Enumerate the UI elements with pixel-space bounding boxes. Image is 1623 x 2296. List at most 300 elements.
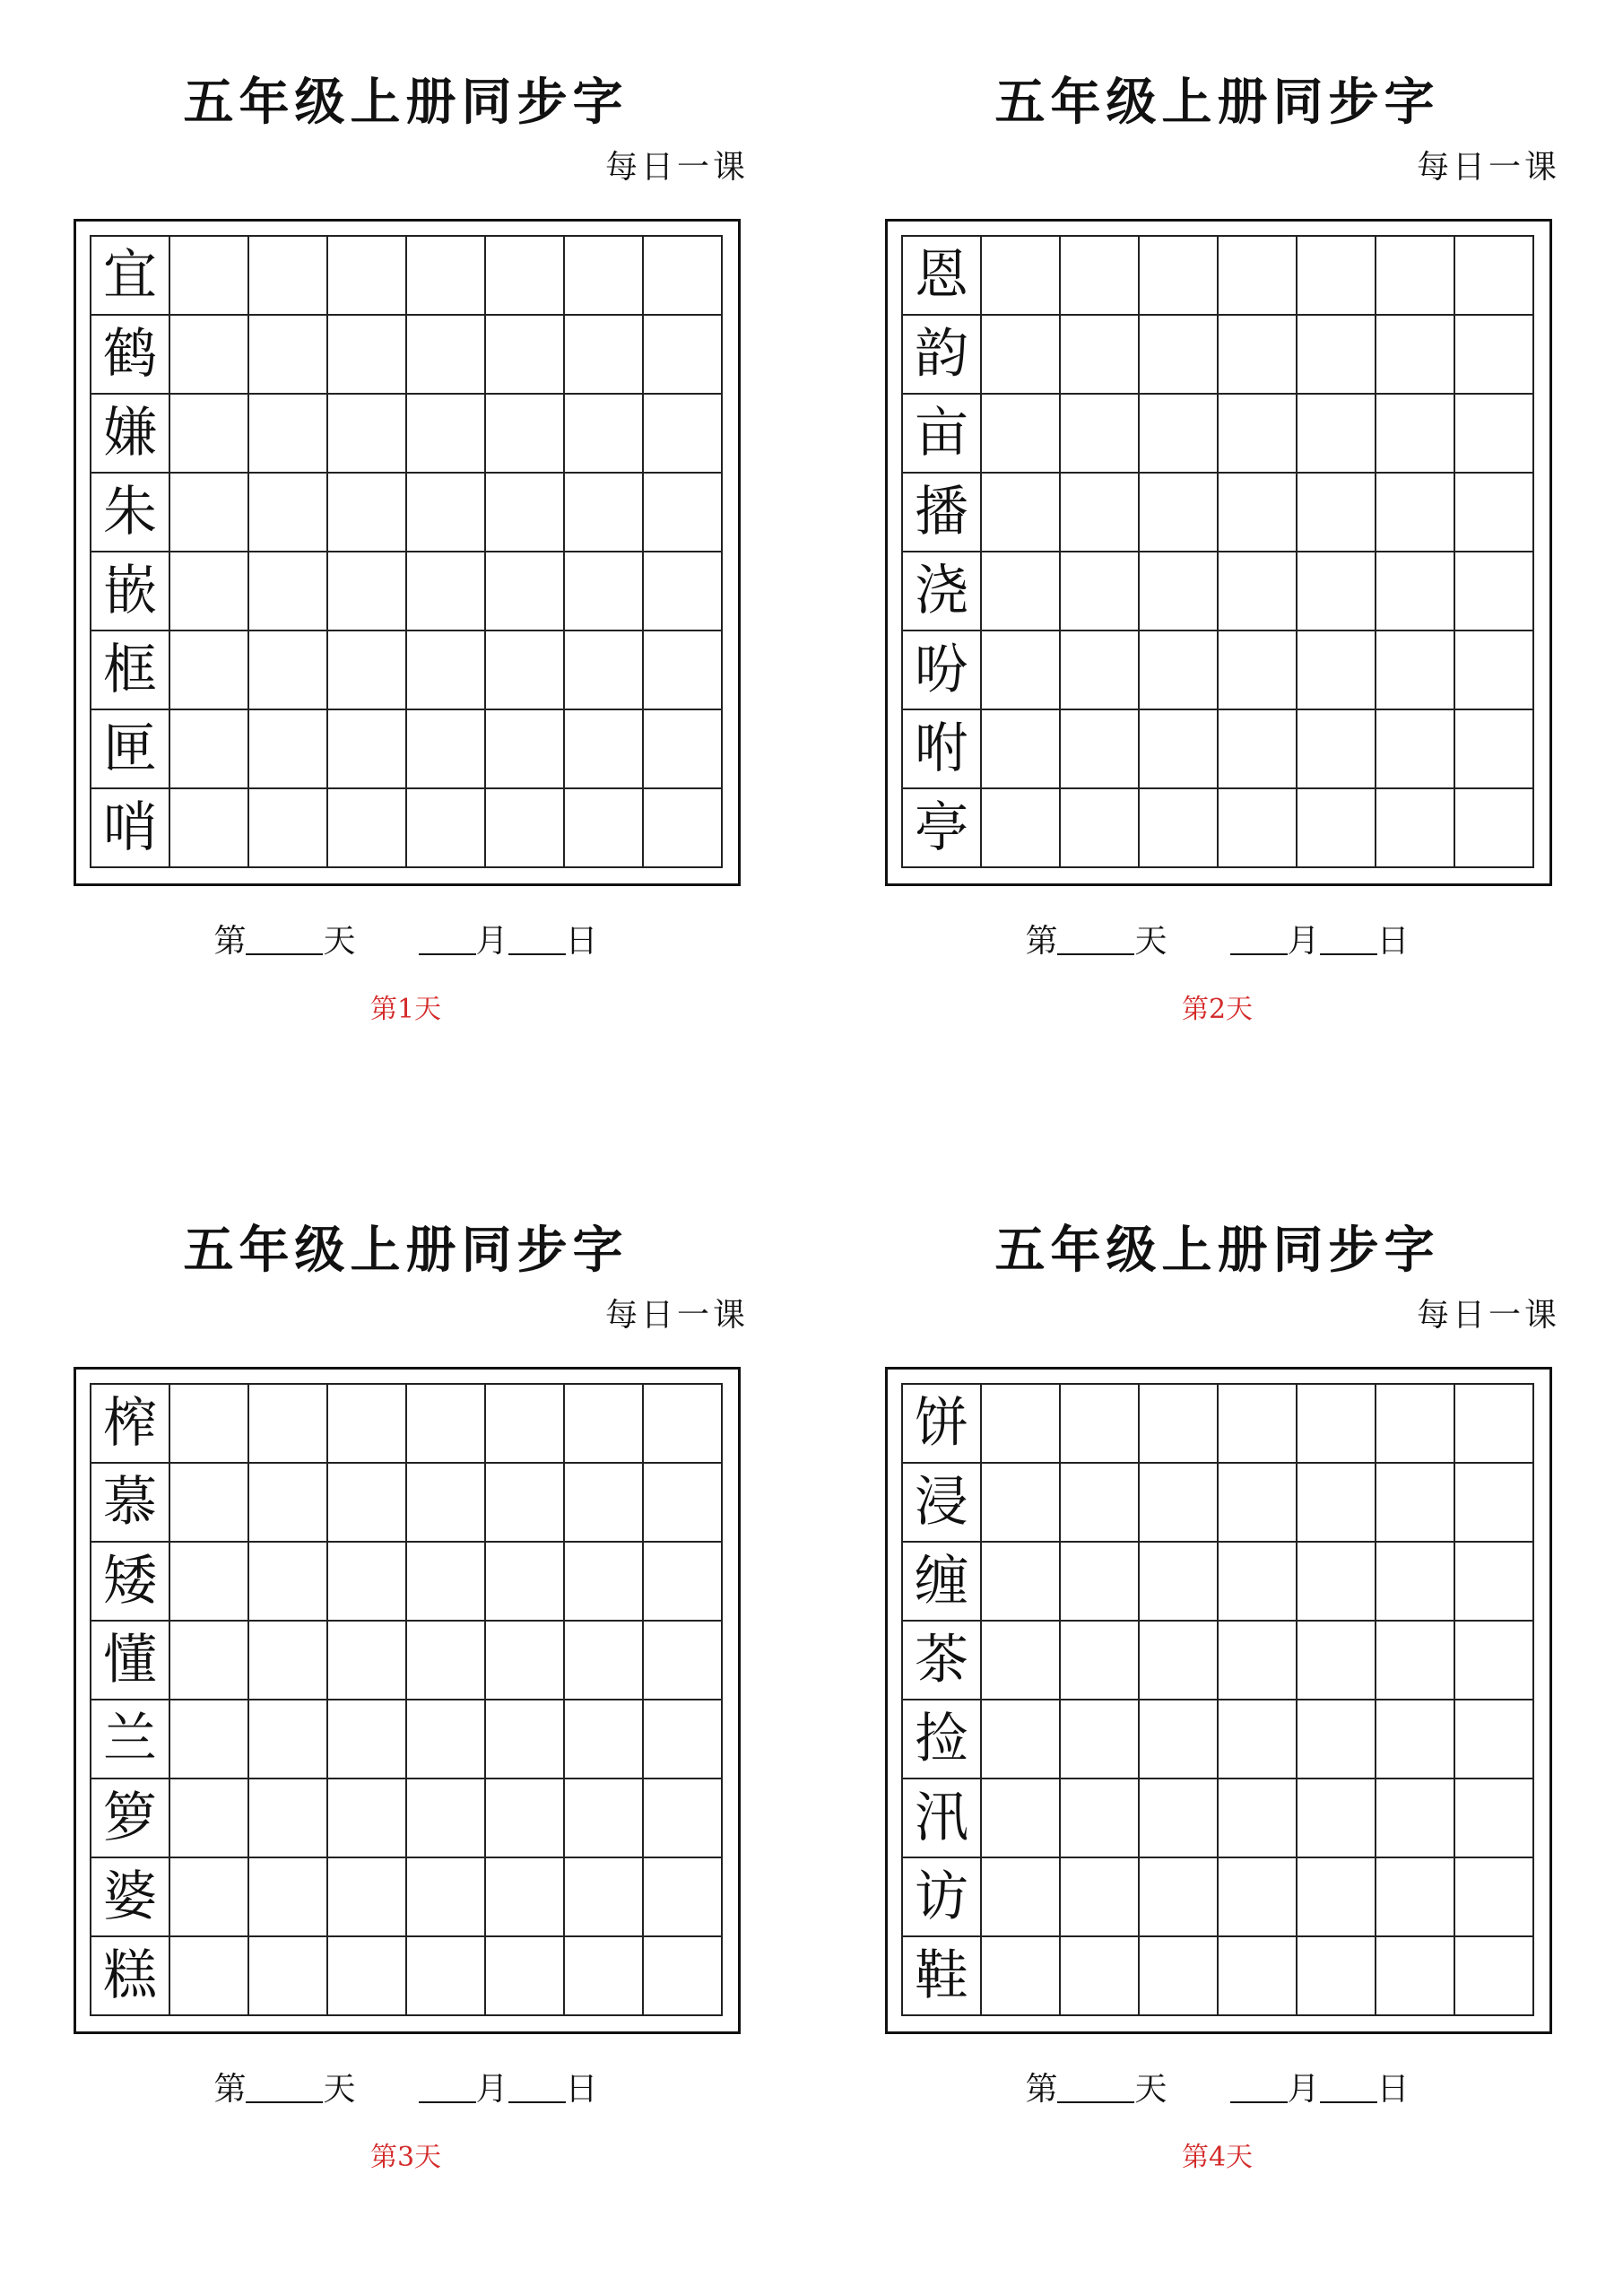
practice-cell[interactable] (1298, 237, 1376, 316)
practice-cell[interactable] (1140, 1937, 1219, 2016)
practice-cell[interactable] (1376, 1700, 1455, 1779)
date-blank[interactable] (1320, 2101, 1377, 2103)
practice-cell[interactable] (1376, 552, 1455, 631)
practice-cell[interactable] (1455, 1858, 1534, 1937)
practice-cell[interactable] (1140, 789, 1219, 868)
practice-cell[interactable] (328, 1779, 407, 1858)
practice-cell[interactable] (407, 1937, 486, 2016)
practice-cell[interactable] (1219, 631, 1298, 710)
model-character: 汛 (903, 1779, 982, 1858)
practice-cell[interactable] (1061, 1937, 1140, 2016)
practice-cell[interactable] (249, 552, 328, 631)
practice-cell[interactable] (644, 1858, 723, 1937)
practice-cell[interactable] (170, 710, 249, 789)
practice-cell[interactable] (328, 1464, 407, 1543)
practice-cell[interactable] (982, 1543, 1061, 1622)
sheet-title: 五年级上册同步字 (183, 73, 629, 132)
practice-cell[interactable] (1376, 237, 1455, 316)
model-character: 鞋 (903, 1937, 982, 2016)
model-character: 播 (903, 474, 982, 552)
practice-cell[interactable] (249, 1464, 328, 1543)
practice-cell[interactable] (1376, 631, 1455, 710)
model-character: 嵌 (91, 552, 170, 631)
model-character: 茶 (903, 1622, 982, 1700)
practice-cell[interactable] (1298, 631, 1376, 710)
practice-cell[interactable] (565, 1385, 644, 1464)
sheet-subtitle: 每日一课 (604, 149, 749, 186)
practice-cell[interactable] (1298, 395, 1376, 474)
practice-cell[interactable] (982, 1779, 1061, 1858)
date-blank[interactable] (508, 953, 566, 955)
date-line (812, 2063, 1623, 2117)
practice-cell[interactable] (1298, 710, 1376, 789)
practice-cell[interactable] (565, 237, 644, 316)
practice-cell[interactable] (249, 395, 328, 474)
date-di-label: 第 (213, 2071, 247, 2108)
practice-cell[interactable] (249, 1937, 328, 2016)
model-character: 咐 (903, 710, 982, 789)
date-tian-label: 天 (1134, 2071, 1167, 2108)
practice-cell[interactable] (1376, 1464, 1455, 1543)
practice-cell[interactable] (486, 631, 565, 710)
practice-sheet (812, 0, 1623, 1148)
practice-cell[interactable] (1376, 1543, 1455, 1622)
practice-cell[interactable] (1061, 316, 1140, 395)
practice-cell[interactable] (982, 1858, 1061, 1937)
month-blank[interactable] (419, 2101, 476, 2103)
practice-cell[interactable] (1061, 710, 1140, 789)
practice-cell[interactable] (1219, 789, 1298, 868)
practice-cell[interactable] (486, 1543, 565, 1622)
practice-cell[interactable] (644, 1700, 723, 1779)
practice-cell[interactable] (1219, 316, 1298, 395)
model-character: 韵 (903, 316, 982, 395)
practice-cell[interactable] (982, 395, 1061, 474)
practice-cell[interactable] (407, 710, 486, 789)
practice-cell[interactable] (565, 1779, 644, 1858)
date-yue-label: 月 (1287, 2071, 1320, 2108)
practice-cell[interactable] (249, 1622, 328, 1700)
practice-cell[interactable] (644, 474, 723, 552)
practice-cell[interactable] (407, 1858, 486, 1937)
practice-cell[interactable] (1061, 1700, 1140, 1779)
practice-cell[interactable] (1298, 316, 1376, 395)
practice-cell[interactable] (1140, 1543, 1219, 1622)
practice-grid (901, 1383, 1534, 2016)
practice-cell[interactable] (170, 316, 249, 395)
model-character: 匣 (91, 710, 170, 789)
practice-cell[interactable] (1298, 552, 1376, 631)
practice-cell[interactable] (1376, 474, 1455, 552)
practice-cell[interactable] (982, 631, 1061, 710)
practice-cell[interactable] (644, 1385, 723, 1464)
practice-cell[interactable] (1140, 1700, 1219, 1779)
practice-cell[interactable] (1219, 1464, 1298, 1543)
date-tian-label: 天 (323, 923, 356, 960)
practice-cell[interactable] (1219, 474, 1298, 552)
practice-grid-frame (74, 1367, 741, 2034)
practice-cell[interactable] (1219, 1543, 1298, 1622)
practice-cell[interactable] (407, 1464, 486, 1543)
practice-cell[interactable] (565, 631, 644, 710)
practice-grid (901, 235, 1534, 868)
practice-cell[interactable] (486, 552, 565, 631)
practice-cell[interactable] (1061, 1385, 1140, 1464)
practice-cell[interactable] (565, 316, 644, 395)
practice-cell[interactable] (1376, 1937, 1455, 2016)
practice-cell[interactable] (644, 789, 723, 868)
practice-cell[interactable] (1219, 1700, 1298, 1779)
practice-cell[interactable] (1061, 237, 1140, 316)
practice-cell[interactable] (1298, 1543, 1376, 1622)
practice-cell[interactable] (1376, 789, 1455, 868)
date-ri-label: 日 (1376, 923, 1410, 960)
practice-cell[interactable] (982, 710, 1061, 789)
practice-cell[interactable] (644, 316, 723, 395)
practice-cell[interactable] (982, 474, 1061, 552)
practice-cell[interactable] (1455, 237, 1534, 316)
model-character: 哨 (91, 789, 170, 868)
practice-cell[interactable] (486, 316, 565, 395)
practice-cell[interactable] (249, 710, 328, 789)
practice-cell[interactable] (1219, 552, 1298, 631)
practice-cell[interactable] (170, 789, 249, 868)
practice-cell[interactable] (1140, 1385, 1219, 1464)
date-ri-label: 日 (565, 923, 598, 960)
practice-cell[interactable] (328, 789, 407, 868)
practice-cell[interactable] (1376, 710, 1455, 789)
practice-cell[interactable] (1298, 1858, 1376, 1937)
practice-cell[interactable] (982, 316, 1061, 395)
practice-cell[interactable] (982, 789, 1061, 868)
practice-cell[interactable] (1455, 1779, 1534, 1858)
practice-cell[interactable] (170, 1385, 249, 1464)
sheet-title: 五年级上册同步字 (183, 1221, 629, 1280)
practice-cell[interactable] (1140, 474, 1219, 552)
practice-cell[interactable] (1298, 1385, 1376, 1464)
practice-cell[interactable] (328, 1543, 407, 1622)
sheet-title: 五年级上册同步字 (994, 1221, 1440, 1280)
practice-cell[interactable] (1140, 1779, 1219, 1858)
practice-cell[interactable] (644, 1543, 723, 1622)
practice-cell[interactable] (486, 237, 565, 316)
day-label: 第1天 (369, 994, 442, 1025)
day-number-blank[interactable] (246, 953, 323, 955)
practice-cell[interactable] (328, 631, 407, 710)
day-number-blank[interactable] (1057, 953, 1134, 955)
practice-cell[interactable] (644, 552, 723, 631)
date-blank[interactable] (508, 2101, 566, 2103)
practice-cell[interactable] (1455, 1622, 1534, 1700)
practice-cell[interactable] (644, 1937, 723, 2016)
practice-cell[interactable] (565, 395, 644, 474)
practice-cell[interactable] (486, 1858, 565, 1937)
practice-cell[interactable] (170, 1779, 249, 1858)
practice-cell[interactable] (328, 1937, 407, 2016)
practice-cell[interactable] (170, 631, 249, 710)
practice-cell[interactable] (486, 1385, 565, 1464)
practice-cell[interactable] (407, 1543, 486, 1622)
day-number-blank[interactable] (1057, 2101, 1134, 2103)
practice-cell[interactable] (1455, 789, 1534, 868)
practice-cell[interactable] (1455, 631, 1534, 710)
practice-cell[interactable] (982, 1464, 1061, 1543)
practice-grid-frame (885, 219, 1552, 886)
model-character: 朱 (91, 474, 170, 552)
practice-cell[interactable] (565, 1858, 644, 1937)
date-di-label: 第 (213, 923, 247, 960)
date-yue-label: 月 (475, 923, 508, 960)
practice-cell[interactable] (1298, 789, 1376, 868)
month-blank[interactable] (1230, 953, 1288, 955)
practice-cell[interactable] (249, 1779, 328, 1858)
practice-cell[interactable] (328, 474, 407, 552)
practice-cell[interactable] (170, 1937, 249, 2016)
practice-cell[interactable] (249, 237, 328, 316)
practice-cell[interactable] (170, 237, 249, 316)
practice-cell[interactable] (1061, 1622, 1140, 1700)
date-blank[interactable] (1320, 953, 1377, 955)
practice-cell[interactable] (407, 237, 486, 316)
model-character: 嫌 (91, 395, 170, 474)
practice-cell[interactable] (1298, 474, 1376, 552)
day-number-blank[interactable] (246, 2101, 323, 2103)
practice-grid-frame (74, 219, 741, 886)
practice-cell[interactable] (407, 1700, 486, 1779)
model-character: 懂 (91, 1622, 170, 1700)
practice-cell[interactable] (565, 474, 644, 552)
practice-cell[interactable] (407, 1385, 486, 1464)
practice-cell[interactable] (407, 395, 486, 474)
practice-cell[interactable] (486, 789, 565, 868)
date-tian-label: 天 (1134, 923, 1167, 960)
practice-cell[interactable] (644, 710, 723, 789)
practice-cell[interactable] (1298, 1700, 1376, 1779)
practice-grid (90, 1383, 723, 2016)
practice-cell[interactable] (407, 316, 486, 395)
practice-cell[interactable] (644, 395, 723, 474)
practice-cell[interactable] (1298, 1779, 1376, 1858)
practice-cell[interactable] (249, 1543, 328, 1622)
practice-cell[interactable] (1455, 316, 1534, 395)
practice-cell[interactable] (1140, 552, 1219, 631)
practice-cell[interactable] (982, 237, 1061, 316)
practice-cell[interactable] (1219, 1385, 1298, 1464)
practice-cell[interactable] (1219, 1779, 1298, 1858)
model-character: 鹤 (91, 316, 170, 395)
practice-cell[interactable] (1376, 1385, 1455, 1464)
practice-cell[interactable] (1219, 1622, 1298, 1700)
practice-cell[interactable] (1298, 1937, 1376, 2016)
model-character: 矮 (91, 1543, 170, 1622)
practice-cell[interactable] (249, 1858, 328, 1937)
practice-cell[interactable] (486, 395, 565, 474)
practice-cell[interactable] (1455, 1385, 1534, 1464)
practice-cell[interactable] (1140, 710, 1219, 789)
practice-cell[interactable] (407, 474, 486, 552)
practice-cell[interactable] (328, 316, 407, 395)
practice-grid (90, 235, 723, 868)
practice-cell[interactable] (1376, 1779, 1455, 1858)
model-character: 兰 (91, 1700, 170, 1779)
practice-cell[interactable] (565, 1622, 644, 1700)
practice-cell[interactable] (982, 1700, 1061, 1779)
practice-cell[interactable] (1376, 395, 1455, 474)
practice-sheet (812, 1148, 1623, 2296)
practice-cell[interactable] (644, 237, 723, 316)
practice-cell[interactable] (486, 1937, 565, 2016)
practice-cell[interactable] (328, 1385, 407, 1464)
practice-cell[interactable] (1455, 1464, 1534, 1543)
practice-cell[interactable] (170, 1543, 249, 1622)
practice-cell[interactable] (486, 474, 565, 552)
practice-cell[interactable] (328, 710, 407, 789)
practice-cell[interactable] (1140, 237, 1219, 316)
model-character: 婆 (91, 1858, 170, 1937)
date-yue-label: 月 (1287, 923, 1320, 960)
practice-cell[interactable] (565, 552, 644, 631)
practice-cell[interactable] (1061, 789, 1140, 868)
date-di-label: 第 (1025, 923, 1058, 960)
date-di-label: 第 (1025, 2071, 1058, 2108)
practice-cell[interactable] (1455, 710, 1534, 789)
practice-cell[interactable] (1140, 1622, 1219, 1700)
practice-cell[interactable] (1455, 552, 1534, 631)
practice-cell[interactable] (328, 1700, 407, 1779)
practice-cell[interactable] (249, 316, 328, 395)
practice-cell[interactable] (1061, 1464, 1140, 1543)
practice-cell[interactable] (1061, 552, 1140, 631)
model-character: 访 (903, 1858, 982, 1937)
practice-cell[interactable] (249, 1385, 328, 1464)
practice-cell[interactable] (1140, 631, 1219, 710)
practice-cell[interactable] (170, 1464, 249, 1543)
model-character: 饼 (903, 1385, 982, 1464)
model-character: 恩 (903, 237, 982, 316)
practice-cell[interactable] (1061, 1779, 1140, 1858)
practice-cell[interactable] (328, 1858, 407, 1937)
model-character: 宜 (91, 237, 170, 316)
practice-cell[interactable] (1455, 1700, 1534, 1779)
practice-cell[interactable] (328, 395, 407, 474)
practice-cell[interactable] (249, 789, 328, 868)
practice-cell[interactable] (1061, 474, 1140, 552)
date-line (0, 2063, 812, 2117)
practice-cell[interactable] (407, 1622, 486, 1700)
practice-cell[interactable] (1140, 1464, 1219, 1543)
practice-cell[interactable] (565, 1464, 644, 1543)
model-character: 箩 (91, 1779, 170, 1858)
practice-cell[interactable] (565, 1937, 644, 2016)
practice-cell[interactable] (1219, 1937, 1298, 2016)
practice-cell[interactable] (407, 1779, 486, 1858)
practice-cell[interactable] (486, 1700, 565, 1779)
practice-cell[interactable] (644, 1779, 723, 1858)
practice-cell[interactable] (1219, 237, 1298, 316)
practice-cell[interactable] (1376, 1858, 1455, 1937)
model-character: 亩 (903, 395, 982, 474)
practice-cell[interactable] (170, 552, 249, 631)
date-ri-label: 日 (1376, 2071, 1410, 2108)
date-ri-label: 日 (565, 2071, 598, 2108)
model-character: 浇 (903, 552, 982, 631)
practice-cell[interactable] (407, 631, 486, 710)
practice-cell[interactable] (1140, 316, 1219, 395)
practice-cell[interactable] (644, 1622, 723, 1700)
model-character: 缠 (903, 1543, 982, 1622)
practice-cell[interactable] (170, 1622, 249, 1700)
practice-cell[interactable] (1298, 1464, 1376, 1543)
day-label: 第3天 (369, 2142, 442, 2173)
practice-cell[interactable] (1376, 1622, 1455, 1700)
model-character: 捡 (903, 1700, 982, 1779)
practice-cell[interactable] (1298, 1622, 1376, 1700)
practice-cell[interactable] (1219, 710, 1298, 789)
practice-cell[interactable] (982, 1385, 1061, 1464)
practice-cell[interactable] (1140, 1858, 1219, 1937)
practice-cell[interactable] (170, 1858, 249, 1937)
practice-cell[interactable] (982, 1937, 1061, 2016)
practice-cell[interactable] (328, 552, 407, 631)
practice-cell[interactable] (565, 789, 644, 868)
practice-cell[interactable] (644, 1464, 723, 1543)
practice-cell[interactable] (170, 395, 249, 474)
practice-cell[interactable] (407, 789, 486, 868)
day-label: 第4天 (1181, 2142, 1254, 2173)
practice-cell[interactable] (982, 552, 1061, 631)
practice-grid-frame (885, 1367, 1552, 2034)
practice-cell[interactable] (170, 474, 249, 552)
practice-cell[interactable] (1376, 316, 1455, 395)
model-character: 亭 (903, 789, 982, 868)
practice-cell[interactable] (249, 1700, 328, 1779)
practice-cell[interactable] (249, 631, 328, 710)
practice-cell[interactable] (1061, 1858, 1140, 1937)
practice-cell[interactable] (407, 552, 486, 631)
practice-cell[interactable] (565, 1700, 644, 1779)
model-character: 吩 (903, 631, 982, 710)
model-character: 浸 (903, 1464, 982, 1543)
practice-cell[interactable] (486, 1464, 565, 1543)
practice-cell[interactable] (1455, 1543, 1534, 1622)
practice-cell[interactable] (486, 710, 565, 789)
practice-cell[interactable] (1455, 395, 1534, 474)
practice-cell[interactable] (328, 237, 407, 316)
month-blank[interactable] (1230, 2101, 1288, 2103)
practice-cell[interactable] (1061, 1543, 1140, 1622)
model-character: 慕 (91, 1464, 170, 1543)
practice-cell[interactable] (982, 1622, 1061, 1700)
date-tian-label: 天 (323, 2071, 356, 2108)
practice-cell[interactable] (170, 1700, 249, 1779)
month-blank[interactable] (419, 953, 476, 955)
practice-cell[interactable] (1219, 395, 1298, 474)
practice-cell[interactable] (565, 710, 644, 789)
practice-cell[interactable] (249, 474, 328, 552)
practice-cell[interactable] (1061, 631, 1140, 710)
practice-cell[interactable] (1140, 395, 1219, 474)
practice-cell[interactable] (1455, 474, 1534, 552)
practice-cell[interactable] (486, 1779, 565, 1858)
practice-cell[interactable] (486, 1622, 565, 1700)
practice-sheet (0, 1148, 812, 2296)
practice-cell[interactable] (1219, 1858, 1298, 1937)
practice-cell[interactable] (644, 631, 723, 710)
practice-cell[interactable] (1455, 1937, 1534, 2016)
practice-cell[interactable] (565, 1543, 644, 1622)
practice-cell[interactable] (1061, 395, 1140, 474)
practice-cell[interactable] (328, 1622, 407, 1700)
